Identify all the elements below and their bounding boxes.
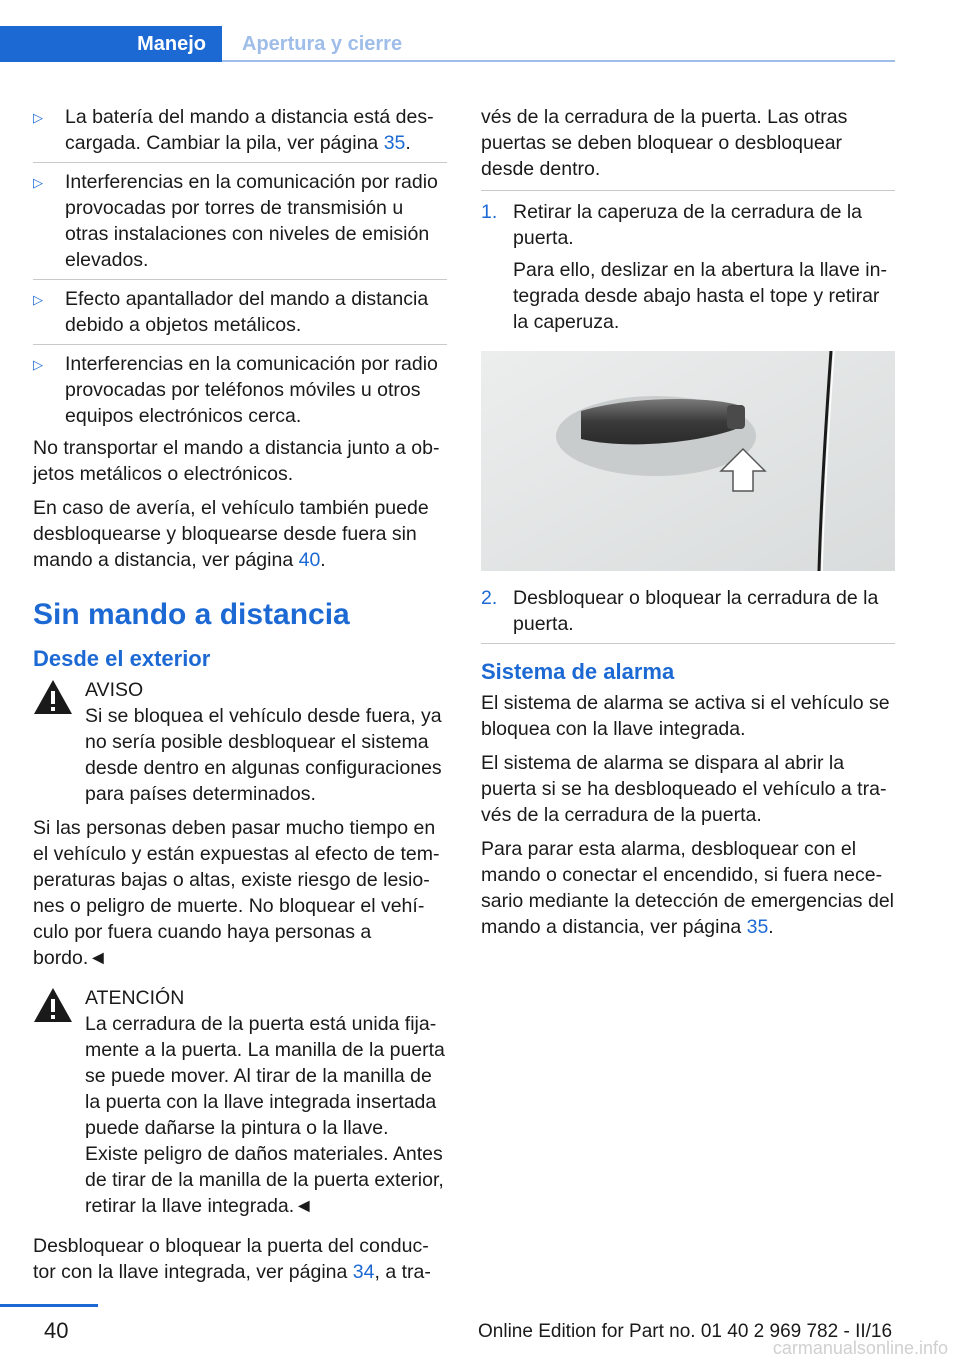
- step-text: Desbloquear o bloquear la cerradura de la puerta.: [513, 587, 879, 635]
- list-item: ▷ Efecto apantallador del mando a distancia debido a objetos metálicos.: [33, 286, 447, 345]
- header-subsection: Apertura y cierre: [222, 26, 895, 62]
- warning-triangle-icon: [33, 987, 73, 1023]
- page-link[interactable]: 35: [746, 916, 769, 938]
- header-section: Manejo: [0, 26, 222, 62]
- page-link[interactable]: 35: [383, 132, 406, 154]
- right-column: [481, 104, 895, 948]
- warning-title: AVISO: [85, 679, 144, 701]
- paragraph: vés de la cerradura de la puerta. Las otras puertas se deben bloquear o desbloquear desde dentro.: [481, 104, 895, 191]
- paragraph: Desbloquear o bloquear la puerta del conduc‐tor con la llave integrada, ver página 34, a tra‐: [33, 1235, 431, 1283]
- page-link[interactable]: 34: [352, 1261, 375, 1283]
- section-heading: Sin mando a distancia: [33, 598, 350, 631]
- paragraph: No transportar el mando a distancia junto a ob‐jetos metálicos o electrónicos.: [33, 437, 440, 485]
- left-column: [33, 104, 447, 1293]
- paragraph: Para parar esta alarma, desbloquear con el mando o conectar el encendido, si fuera nece‐sario mediante la detección de emergencias del mando a distancia, ver página 35.: [481, 838, 894, 938]
- step-item: [481, 199, 895, 351]
- triangle-right-icon: ▷: [33, 175, 43, 190]
- caution-title: ATENCIÓN: [85, 987, 185, 1009]
- page-header: [0, 26, 895, 62]
- watermark: carmanualsonline.info: [772, 1338, 948, 1358]
- list-item: ▷ Interferencias en la comunicación por radio provocadas por torres de transmisión u otras instalaciones con niveles de emisión elevados.: [33, 169, 447, 280]
- triangle-right-icon: ▷: [33, 292, 43, 307]
- caution-notice: [33, 985, 447, 1219]
- paragraph: El sistema de alarma se dispara al abrir la puerta si se ha desbloqueado el vehículo a tra‐vés de la cerradura de la puerta.: [481, 752, 887, 826]
- triangle-right-icon: ▷: [33, 357, 43, 372]
- door-handle-illustration: [481, 351, 895, 571]
- warning-text: Si las personas deben pasar mucho tiempo en el vehículo y están expuestas al efecto de tem‐peraturas bajas o altas, existe riesgo de lesio‐nes o peligro de muerte. No bloquear el vehí‐culo por fuera cuando haya personas a bordo.◄: [33, 817, 440, 969]
- warning-text: Si se bloquea el vehículo desde fuera, ya no sería posible desbloquear el sistema desde dentro en algunas configuraciones para países determinados.: [85, 705, 442, 805]
- subsection-heading: Sistema de alarma: [481, 659, 675, 684]
- step-item: [481, 585, 895, 644]
- list-item: ▷ Interferencias en la comunicación por radio provocadas por teléfonos móviles u otros equipos electrónicos cerca.: [33, 353, 438, 427]
- step-text: Retirar la caperuza de la cerradura de la puerta.: [513, 201, 863, 249]
- triangle-right-icon: ▷: [33, 110, 43, 125]
- edition-note: Online Edition for Part no. 01 40 2 969 782 - II/16: [478, 1321, 893, 1342]
- step-subtext: Para ello, deslizar en la abertura la llave in‐tegrada desde abajo hasta el tope y retirar la caperuza.: [513, 259, 887, 333]
- paragraph: El sistema de alarma se activa si el vehículo se bloquea con la llave integrada.: [481, 692, 890, 740]
- step-number: 1.: [481, 201, 498, 223]
- caution-text: La cerradura de la puerta está unida fija‐mente a la puerta. La manilla de la puerta se puede mover. Al tirar de la manilla de la puerta con la llave integrada insertada puede dañarse la pintura o la llave. Existe peligro de daños materiales. Antes de tirar de la manilla de la puerta exterior, retirar la llave integrada.◄: [85, 1013, 445, 1217]
- subsection-heading: Desde el exterior: [33, 646, 211, 671]
- footer-rule: [0, 1304, 98, 1307]
- header-rule: [222, 60, 895, 62]
- step-number: 2.: [481, 587, 498, 609]
- paragraph: En caso de avería, el vehículo también puede desbloquearse y bloquearse desde fuera sin mando a distancia, ver página 40.: [33, 497, 429, 571]
- page-number: 40: [44, 1318, 69, 1343]
- list-item: ▷ La batería del mando a distancia está des‐cargada. Cambiar la pila, ver página 35.: [33, 104, 447, 163]
- page-link[interactable]: 40: [298, 549, 321, 571]
- warning-notice: [33, 677, 447, 971]
- warning-triangle-icon: [33, 679, 73, 715]
